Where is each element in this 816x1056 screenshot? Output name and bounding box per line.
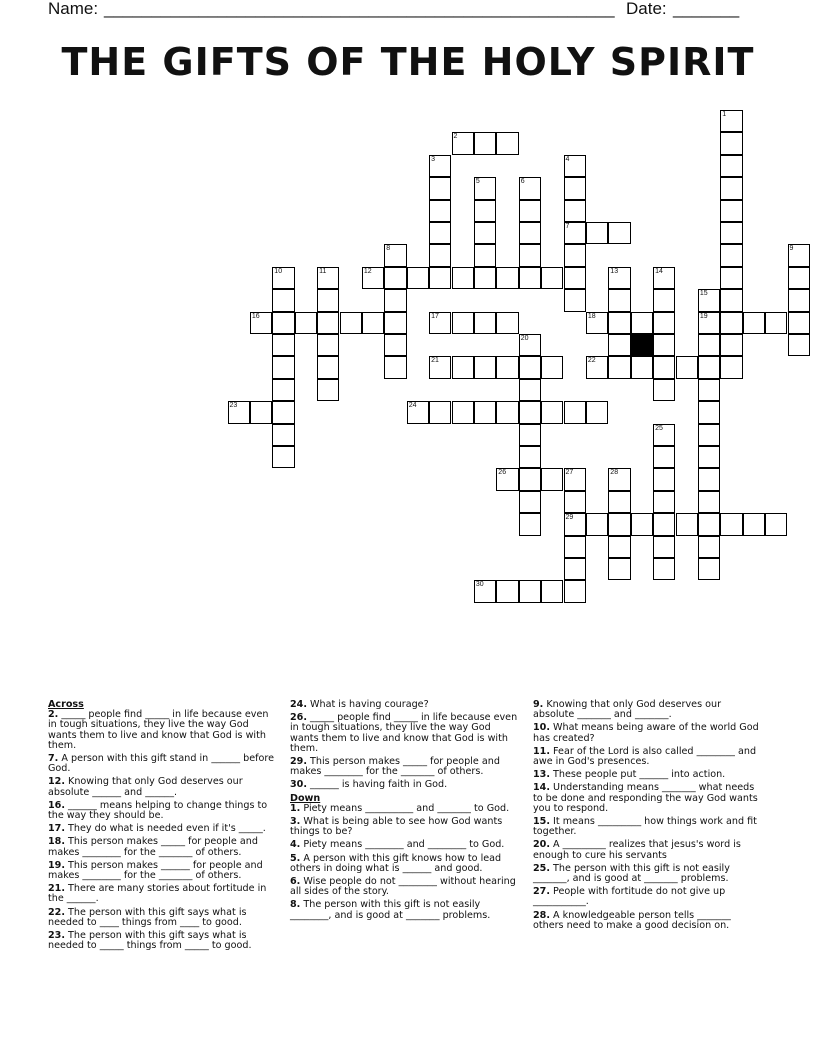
clue-number: 6 (520, 178, 525, 186)
grid-cell[interactable] (384, 356, 406, 378)
clue-number: 14 (655, 267, 663, 275)
grid-cell[interactable] (586, 513, 608, 535)
grid-cell[interactable] (765, 513, 787, 535)
clue-text: They do what is needed even if it's _____. (65, 823, 266, 835)
grid-cell[interactable] (564, 558, 586, 580)
section-heading: Down (290, 792, 321, 804)
grid-cell[interactable] (295, 312, 317, 334)
clue-text: A person with this gift knows how to lead others in doing what is ______ and good. (290, 852, 502, 874)
grid-cell[interactable] (676, 356, 698, 378)
grid-cell[interactable] (250, 312, 272, 334)
clue-number: 11. (533, 745, 550, 757)
date-label: Date: (626, 0, 667, 18)
clue-number: 12 (363, 267, 372, 275)
clue-text: This person makes _____ for people and makes ________ for the _______ of others. (48, 836, 258, 858)
clue-number: 1 (722, 111, 727, 118)
clue (533, 887, 761, 907)
grid-cell[interactable] (496, 312, 518, 334)
grid-cell[interactable] (653, 446, 675, 468)
clue-number: 18. (48, 836, 65, 848)
clue-number: 16. (48, 799, 65, 811)
clue (48, 908, 276, 928)
grid-cell[interactable] (272, 446, 294, 468)
grid-cell[interactable] (272, 267, 294, 289)
grid-cell[interactable] (653, 312, 675, 334)
grid-cell[interactable] (272, 379, 294, 401)
grid-cell[interactable] (720, 200, 742, 222)
grid-cell[interactable] (317, 267, 339, 289)
clue-text: People with fortitude do not give up ___________. (533, 886, 726, 908)
grid-cell[interactable] (788, 244, 810, 266)
grid-cell[interactable] (653, 356, 675, 378)
blocked-cell (631, 334, 653, 356)
grid-cell[interactable] (519, 200, 541, 222)
grid-cell[interactable] (272, 289, 294, 311)
clue-text: The person with this gift says what is needed to _____ things from _____ to good. (48, 930, 252, 952)
grid-cell[interactable] (317, 312, 339, 334)
grid-cell[interactable] (608, 312, 630, 334)
grid-cell[interactable] (586, 356, 608, 378)
grid-cell[interactable] (272, 356, 294, 378)
grid-cell[interactable] (317, 289, 339, 311)
clue-text: Knowing that only God deserves our absolute ______ and ______. (48, 776, 243, 798)
grid-cell[interactable] (653, 267, 675, 289)
clue (48, 884, 276, 904)
grid-cell[interactable] (474, 222, 496, 244)
grid-cell[interactable] (474, 267, 496, 289)
grid-cell[interactable] (429, 312, 451, 334)
clue-number: 6. (290, 876, 301, 888)
grid-cell[interactable] (608, 267, 630, 289)
grid-cell[interactable] (698, 334, 720, 356)
clue-text: Knowing that only God deserves our absolute _______ and _______. (533, 699, 722, 721)
grid-cell[interactable] (384, 312, 406, 334)
clue (290, 854, 518, 874)
clue (48, 837, 276, 857)
grid-cell[interactable] (564, 177, 586, 199)
clue (533, 864, 761, 884)
grid-cell[interactable] (496, 132, 518, 154)
grid-cell[interactable] (788, 289, 810, 311)
clue-number: 17. (48, 823, 65, 835)
grid-cell[interactable] (698, 491, 720, 513)
grid-cell[interactable] (720, 244, 742, 266)
clue (290, 817, 518, 837)
clue-number: 25. (533, 862, 550, 874)
clue-number: 7. (48, 753, 59, 765)
grid-cell[interactable] (429, 244, 451, 266)
grid-cell[interactable] (653, 424, 675, 446)
clue-text: A _________ realizes that jesus's word is enough to cure his servants (533, 839, 741, 861)
grid-cell[interactable] (564, 267, 586, 289)
clue-text: ______ is having faith in God. (307, 779, 448, 791)
grid-cell[interactable] (452, 356, 474, 378)
clue (533, 840, 761, 860)
grid-cell[interactable] (452, 132, 474, 154)
grid-cell[interactable] (653, 468, 675, 490)
name-label: Name: (48, 0, 99, 18)
grid-cell[interactable] (720, 334, 742, 356)
grid-cell[interactable] (362, 312, 384, 334)
grid-cell[interactable] (519, 356, 541, 378)
grid-cell[interactable] (720, 177, 742, 199)
grid-cell[interactable] (608, 491, 630, 513)
grid-cell[interactable] (340, 312, 362, 334)
grid-cell[interactable] (407, 401, 429, 423)
grid-cell[interactable] (765, 312, 787, 334)
clue-text: What is having courage? (307, 699, 429, 710)
grid-cell[interactable] (586, 312, 608, 334)
grid-cell[interactable] (676, 513, 698, 535)
grid-cell[interactable] (519, 267, 541, 289)
grid-cell[interactable] (653, 513, 675, 535)
clue-text: A person with this gift stand in ______ before God. (48, 753, 275, 775)
grid-cell[interactable] (317, 334, 339, 356)
grid-cell[interactable] (519, 468, 541, 490)
clues-column-2 (290, 700, 518, 924)
grid-cell[interactable] (384, 289, 406, 311)
clue-number: 9. (533, 699, 544, 710)
clue-text: _____ people find _____ in life because even in tough situations, they live the way God wants them to live and know that God is with them. (290, 712, 518, 754)
grid-cell[interactable] (452, 312, 474, 334)
clue-number: 2 (453, 133, 458, 141)
clue-text: This person makes ______ for people and makes ________ for the _______ of others. (48, 859, 263, 882)
grid-cell[interactable] (698, 468, 720, 490)
grid-cell[interactable] (496, 267, 518, 289)
clue-number: 2. (48, 709, 59, 721)
grid-cell[interactable] (519, 244, 541, 266)
grid-cell[interactable] (474, 401, 496, 423)
grid-cell[interactable] (653, 379, 675, 401)
grid-cell[interactable] (474, 356, 496, 378)
clue-number: 14. (533, 782, 550, 794)
grid-cell[interactable] (564, 401, 586, 423)
grid-cell[interactable] (720, 222, 742, 244)
grid-cell[interactable] (519, 580, 541, 602)
grid-cell[interactable] (474, 312, 496, 334)
grid-cell[interactable] (564, 244, 586, 266)
grid-cell[interactable] (272, 401, 294, 423)
grid-cell[interactable] (698, 513, 720, 535)
grid-cell[interactable] (564, 289, 586, 311)
page-title: THE GIFTS OF THE HOLY SPIRIT (61, 40, 755, 84)
grid-cell[interactable] (474, 177, 496, 199)
grid-cell[interactable] (519, 401, 541, 423)
clue-number: 30. (290, 779, 307, 791)
clues-column-1 (48, 700, 276, 954)
clue-number: 18 (587, 312, 596, 320)
clue (48, 861, 276, 881)
grid-cell[interactable] (519, 513, 541, 535)
clue-number: 24. (290, 699, 307, 710)
grid-cell[interactable] (317, 379, 339, 401)
clue (533, 817, 761, 837)
clue-text: Piety means __________ and _______ to God. (300, 802, 510, 814)
grid-cell[interactable] (564, 536, 586, 558)
clue (48, 754, 276, 774)
grid-cell[interactable] (653, 558, 675, 580)
grid-cell[interactable] (429, 177, 451, 199)
clue (290, 700, 518, 710)
grid-cell[interactable] (564, 468, 586, 490)
clue-number: 26 (498, 469, 507, 477)
clue (48, 710, 276, 751)
clue-number: 7 (565, 223, 570, 230)
clue-number: 28 (610, 469, 619, 477)
grid-cell[interactable] (720, 289, 742, 311)
clue-number: 25 (655, 424, 663, 432)
grid-cell[interactable] (429, 155, 451, 177)
clue (290, 900, 518, 920)
clue-text: Fear of the Lord is also called ________ and awe in God's presences. (533, 745, 757, 768)
grid-cell[interactable] (541, 468, 563, 490)
clue-number: 10 (274, 267, 283, 275)
clue-number: 22. (48, 906, 65, 918)
grid-cell[interactable] (384, 244, 406, 266)
grid-cell[interactable] (429, 222, 451, 244)
section-heading: Across (48, 699, 84, 710)
grid-cell[interactable] (519, 177, 541, 199)
grid-cell[interactable] (720, 356, 742, 378)
grid-cell[interactable] (743, 312, 765, 334)
grid-cell[interactable] (317, 356, 339, 378)
grid-cell[interactable] (788, 267, 810, 289)
clue-text: The person with this gift is not easily ________, and is good at _______ problems. (290, 899, 491, 921)
grid-cell[interactable] (272, 334, 294, 356)
grid-cell[interactable] (429, 267, 451, 289)
clue (48, 824, 276, 834)
grid-cell[interactable] (272, 424, 294, 446)
clue-number: 5. (290, 852, 301, 864)
grid-cell[interactable] (608, 289, 630, 311)
grid-cell[interactable] (474, 580, 496, 602)
clue-number: 29. (290, 756, 307, 768)
clues-column-3 (533, 700, 761, 934)
grid-cell[interactable] (228, 401, 250, 423)
grid-cell[interactable] (698, 379, 720, 401)
grid-cell[interactable] (541, 401, 563, 423)
clue-number: 23 (229, 402, 238, 410)
grid-cell[interactable] (407, 267, 429, 289)
grid-cell[interactable] (429, 356, 451, 378)
grid-cell[interactable] (429, 401, 451, 423)
grid-cell[interactable] (631, 356, 653, 378)
grid-cell[interactable] (788, 312, 810, 334)
grid-cell[interactable] (272, 312, 294, 334)
clue-number: 13 (610, 267, 619, 275)
grid-cell[interactable] (698, 356, 720, 378)
grid-cell[interactable] (653, 334, 675, 356)
clue (533, 770, 761, 780)
grid-cell[interactable] (586, 401, 608, 423)
grid-cell[interactable] (653, 491, 675, 513)
grid-cell[interactable] (541, 267, 563, 289)
clue-text: Wise people do not ________ without hearing all sides of the story. (290, 876, 516, 898)
clue-number: 20 (520, 335, 529, 342)
grid-cell[interactable] (474, 132, 496, 154)
clue-number: 3. (290, 816, 301, 828)
grid-cell[interactable] (452, 401, 474, 423)
grid-cell[interactable] (564, 580, 586, 602)
clue (290, 877, 518, 897)
grid-cell[interactable] (653, 536, 675, 558)
clue-number: 20. (533, 839, 550, 851)
grid-cell[interactable] (743, 513, 765, 535)
grid-cell[interactable] (698, 446, 720, 468)
clue-text: Understanding means _______ what needs to be done and responding the way God wants you to respond. (533, 782, 758, 814)
clue-text: A knowledgeable person tells _______ others need to make a good decision on. (533, 909, 731, 931)
clue (48, 801, 276, 821)
grid-cell[interactable] (362, 267, 384, 289)
clue (533, 783, 761, 814)
clue-text: What means being aware of the world God has created? (533, 722, 759, 744)
grid-cell[interactable] (496, 356, 518, 378)
clue-number: 30 (475, 581, 484, 589)
grid-cell[interactable] (519, 424, 541, 446)
clue-text: ______ means helping to change things to the way they should be. (48, 799, 268, 822)
grid-cell[interactable] (564, 155, 586, 177)
clue (533, 911, 761, 931)
name-line[interactable]: ______________________________________________________ (104, 0, 615, 18)
grid-cell[interactable] (788, 334, 810, 356)
clue-number: 1. (290, 802, 301, 814)
grid-cell[interactable] (720, 513, 742, 535)
clue-number: 27. (533, 886, 550, 898)
clue-text: The person with this gift is not easily _______, and is good at _______ problems. (533, 862, 730, 885)
grid-cell[interactable] (564, 513, 586, 535)
clue (48, 777, 276, 797)
grid-cell[interactable] (250, 401, 272, 423)
clue-number: 16 (251, 312, 260, 320)
grid-cell[interactable] (698, 312, 720, 334)
clue-number: 15. (533, 816, 550, 828)
clue-number: 17 (431, 312, 439, 320)
grid-cell[interactable] (720, 110, 742, 132)
clue-number: 27 (565, 469, 574, 477)
clue-number: 28. (533, 909, 550, 921)
clue-number: 29 (565, 514, 574, 522)
clue-number: 19. (48, 859, 65, 871)
clue-number: 4 (565, 155, 570, 163)
clue-text: The person with this gift says what is needed to ____ things from ____ to good. (48, 906, 247, 928)
clue (290, 840, 518, 850)
grid-cell[interactable] (384, 334, 406, 356)
clue (533, 723, 761, 743)
grid-cell[interactable] (474, 200, 496, 222)
grid-cell[interactable] (720, 132, 742, 154)
grid-cell[interactable] (519, 446, 541, 468)
grid-cell[interactable] (384, 267, 406, 289)
grid-cell[interactable] (564, 491, 586, 513)
grid-cell[interactable] (496, 580, 518, 602)
grid-cell[interactable] (631, 312, 653, 334)
grid-cell[interactable] (519, 379, 541, 401)
grid-cell[interactable] (608, 536, 630, 558)
grid-cell[interactable] (496, 401, 518, 423)
clue (533, 747, 761, 767)
clue-text: It means _________ how things work and fit together. (533, 816, 757, 838)
grid-cell[interactable] (452, 267, 474, 289)
clue-number: 24 (408, 402, 417, 410)
grid-cell[interactable] (564, 222, 586, 244)
clue-number: 26. (290, 712, 307, 724)
date-line[interactable]: _______ (673, 0, 740, 18)
grid-cell[interactable] (519, 222, 541, 244)
grid-cell[interactable] (519, 334, 541, 356)
grid-cell[interactable] (496, 468, 518, 490)
grid-cell[interactable] (608, 513, 630, 535)
grid-cell[interactable] (720, 312, 742, 334)
clue-number: 21. (48, 883, 65, 895)
clue-number: 21 (431, 357, 439, 365)
clue-number: 12. (48, 776, 65, 788)
grid-cell[interactable] (586, 222, 608, 244)
grid-cell[interactable] (474, 244, 496, 266)
clue-text: This person makes _____ for people and makes ________ for the _______ of others. (290, 756, 500, 778)
clue-text: There are many stories about fortitude in the ______. (48, 883, 267, 905)
grid-cell[interactable] (608, 468, 630, 490)
grid-cell[interactable] (564, 200, 586, 222)
grid-cell[interactable] (720, 155, 742, 177)
grid-cell[interactable] (698, 558, 720, 580)
grid-cell[interactable] (631, 513, 653, 535)
grid-cell[interactable] (519, 491, 541, 513)
grid-cell[interactable] (541, 356, 563, 378)
grid-cell[interactable] (541, 580, 563, 602)
clue-number: 19 (699, 312, 708, 320)
clue-number: 5 (475, 178, 480, 186)
clue-text: _____ people find _____ in life because even in tough situations, they live the way God wants them to live and know that God is with them. (48, 709, 269, 751)
clue-number: 10. (533, 722, 550, 734)
grid-cell[interactable] (608, 558, 630, 580)
clue (290, 804, 518, 814)
grid-cell[interactable] (698, 289, 720, 311)
clue-number: 23. (48, 930, 65, 942)
clue-number: 9 (789, 245, 794, 253)
clue-number: 15 (699, 290, 708, 298)
clue (290, 780, 518, 790)
clue-text: These people put ______ into action. (550, 769, 726, 781)
clue (533, 700, 761, 720)
clue (48, 931, 276, 951)
grid-cell[interactable] (653, 289, 675, 311)
clue-number: 22 (587, 357, 596, 365)
grid-cell[interactable] (608, 222, 630, 244)
grid-cell[interactable] (698, 401, 720, 423)
clue (290, 713, 518, 754)
clue-number: 8 (386, 245, 391, 253)
grid-cell[interactable] (698, 536, 720, 558)
clue-number: 4. (290, 839, 301, 851)
clue-number: 13. (533, 769, 550, 781)
clue (290, 757, 518, 777)
grid-cell[interactable] (608, 356, 630, 378)
grid-cell[interactable] (608, 334, 630, 356)
grid-cell[interactable] (720, 267, 742, 289)
clue-text: What is being able to see how God wants things to be? (290, 816, 503, 838)
clue-number: 11 (319, 267, 327, 275)
grid-cell[interactable] (698, 424, 720, 446)
clue-number: 8. (290, 899, 301, 911)
clue-number: 3 (431, 155, 435, 163)
grid-cell[interactable] (429, 200, 451, 222)
clue-text: Piety means ________ and ________ to God. (300, 839, 505, 851)
